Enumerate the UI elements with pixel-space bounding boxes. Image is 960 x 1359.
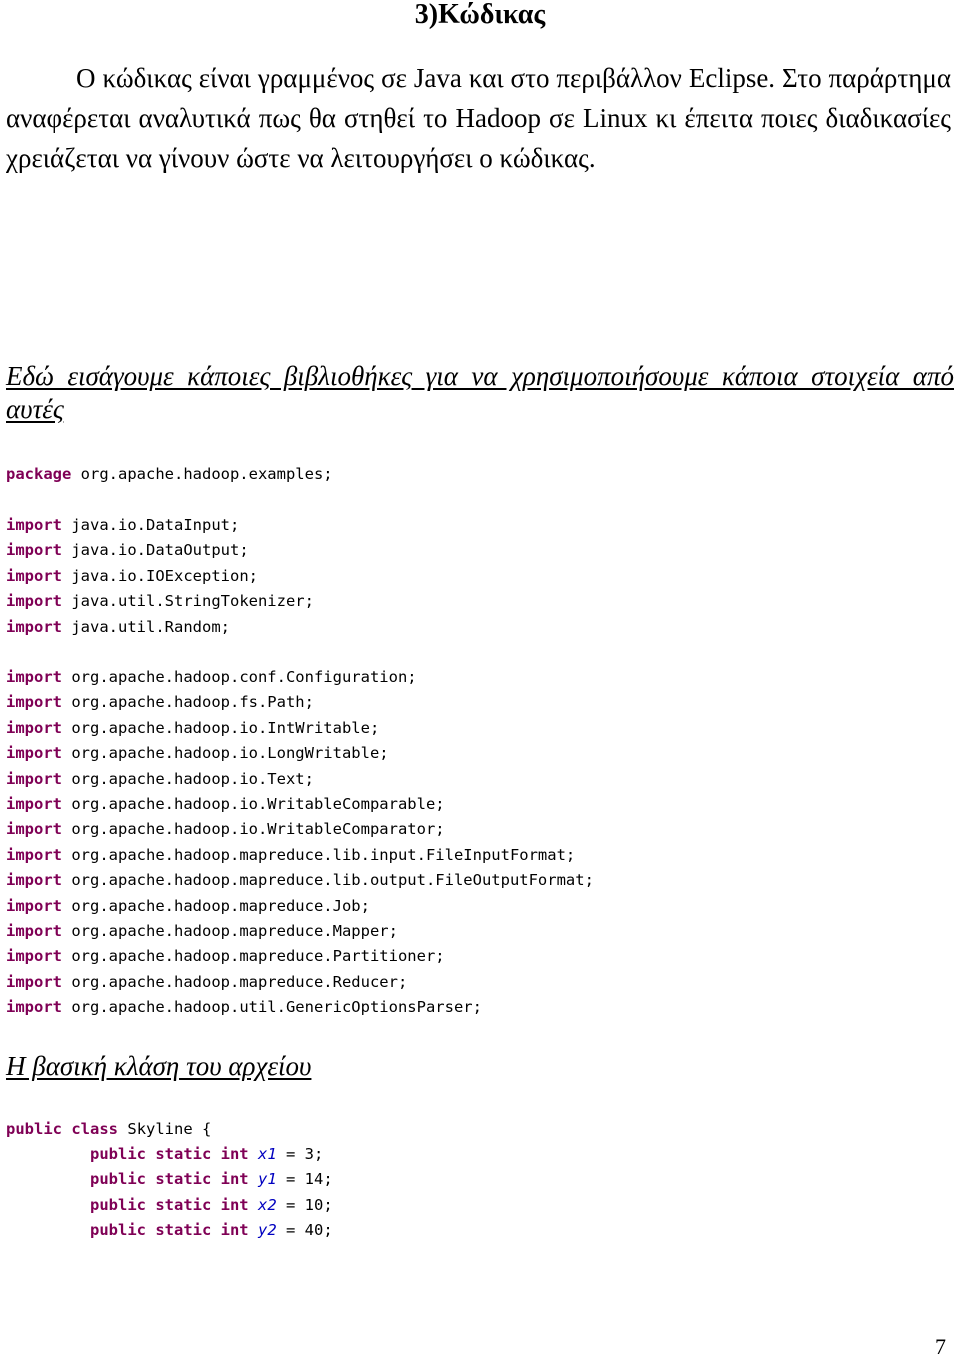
code-keyword: import [6,998,62,1016]
import-line [6,845,575,865]
section-title-imports: Εδώ εισάγουμε κάποιες βιβλιοθήκες για να χρησιμοποιήσουμε κάποια στοιχεία από αυτές [6,361,954,424]
code-keyword: public static int [90,1196,249,1214]
code-keyword: import [6,567,62,585]
import-path: org.apache.hadoop.mapreduce.Mapper; [71,922,398,940]
field-declaration-line [6,1169,333,1189]
field-declaration-line [6,1220,333,1240]
code-keyword: public static int [90,1221,249,1239]
import-line [6,794,445,814]
import-line [6,921,398,941]
field-value: = 40; [276,1221,333,1239]
section-title-main-class: Η βασική κλάση του αρχείου [6,1051,312,1081]
import-path: org.apache.hadoop.io.Text; [71,770,314,788]
import-path: java.util.StringTokenizer; [71,592,314,610]
code-keyword: package [6,465,72,483]
code-keyword: import [6,770,62,788]
import-path: org.apache.hadoop.io.IntWritable; [71,719,380,737]
import-line [6,972,407,992]
import-path: org.apache.hadoop.io.WritableComparator; [71,820,445,838]
import-line [6,769,314,789]
code-keyword: import [6,871,62,889]
import-path: org.apache.hadoop.mapreduce.Partitioner; [71,947,445,965]
page-number: 7 [935,1334,946,1359]
field-value: = 3; [276,1145,324,1163]
code-keyword: import [6,668,62,686]
field-name: y2 [257,1221,277,1239]
import-line [6,896,370,916]
code-keyword: public [6,1120,62,1138]
import-path: org.apache.hadoop.io.LongWritable; [71,744,389,762]
import-path: org.apache.hadoop.mapreduce.lib.input.FileInputFormat; [71,846,576,864]
import-line [6,870,594,890]
import-path: java.util.Random; [71,618,230,636]
code-keyword: class [71,1120,119,1138]
import-path: java.io.IOException; [71,567,258,585]
code-keyword: import [6,820,62,838]
import-path: org.apache.hadoop.fs.Path; [71,693,314,711]
code-keyword: public static int [90,1145,249,1163]
code-keyword: import [6,719,62,737]
code-keyword: import [6,693,62,711]
page-heading: 3)Κώδικας [414,0,546,30]
import-line [6,819,445,839]
field-value: = 10; [276,1196,333,1214]
import-line [6,718,379,738]
import-line [6,591,314,611]
code-keyword: import [6,897,62,915]
code-keyword: import [6,541,62,559]
import-line [6,692,314,712]
code-keyword: public static int [90,1170,249,1188]
import-path: org.apache.hadoop.util.GenericOptionsParser; [71,998,482,1016]
import-line [6,617,230,637]
code-keyword: import [6,795,62,813]
import-path: java.io.DataOutput; [71,541,249,559]
class-name: Skyline { [127,1120,212,1138]
code-keyword: import [6,973,62,991]
field-name: x1 [257,1145,277,1163]
import-line [6,997,482,1017]
field-value: = 14; [276,1170,333,1188]
field-name: y1 [257,1170,277,1188]
package-name: org.apache.hadoop.examples; [80,465,333,483]
field-declaration-line [6,1195,333,1215]
import-path: org.apache.hadoop.io.WritableComparable; [71,795,445,813]
code-keyword: import [6,516,62,534]
class-declaration-line [6,1119,211,1139]
code-keyword: import [6,947,62,965]
code-keyword: import [6,922,62,940]
import-path: org.apache.hadoop.mapreduce.Job; [71,897,370,915]
import-line [6,946,445,966]
import-path: org.apache.hadoop.mapreduce.Reducer; [71,973,408,991]
code-keyword: import [6,592,62,610]
import-path: org.apache.hadoop.conf.Configuration; [71,668,417,686]
intro-paragraph: Ο κώδικας είναι γραμμένος σε Java και στο περιβάλλον Eclipse. Στο παράρτημα αναφέρεται αναλυτικά πως θα στηθεί το Hadoop σε Linux κι έπειτα ποιες διαδικασίες χρειάζεται να γίνουν ώστε να λειτουργήσει ο κώδικας. [6,63,951,173]
import-line [6,566,258,586]
code-keyword: import [6,846,62,864]
import-line [6,515,239,535]
code-keyword: import [6,744,62,762]
import-line [6,743,389,763]
import-path: org.apache.hadoop.mapreduce.lib.output.FileOutputFormat; [71,871,594,889]
package-line [6,464,333,484]
code-keyword: import [6,618,62,636]
import-path: java.io.DataInput; [71,516,240,534]
import-line [6,540,249,560]
field-name: x2 [257,1196,277,1214]
field-declaration-line [6,1144,323,1164]
import-line [6,667,417,687]
